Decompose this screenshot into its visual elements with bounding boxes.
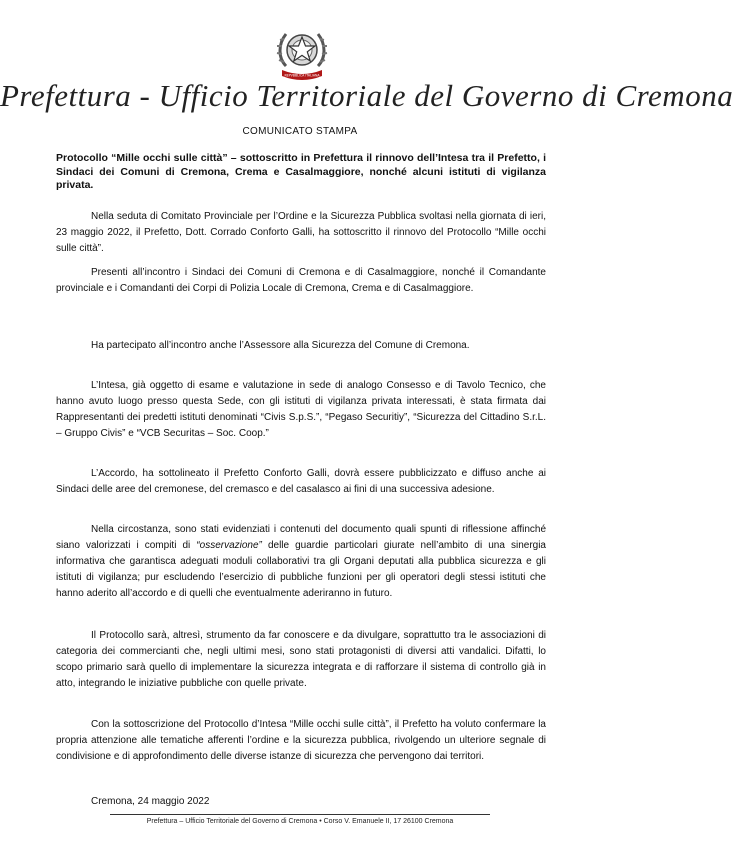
header-title: Prefettura - Ufficio Territoriale del Governo di Cremona bbox=[0, 78, 733, 113]
footer-divider bbox=[110, 814, 490, 815]
paragraph-1: Nella seduta di Comitato Provinciale per l’Ordine e la Sicurezza Pubblica svoltasi nella giornata di ieri, 23 maggio 2022, il Prefetto, Dott. Corrado Conforto Galli, ha sottoscritto il rinnovo del Protocollo “Mille occhi sulle città”. bbox=[56, 211, 546, 254]
paragraph-7: Il Protocollo sarà, altresì, strumento da far conoscere e da divulgare, soprattutto tra le associazioni di categoria dei commercianti che, negli ultimi mesi, sono stati protagonisti di diversi atti vandalici. Difatti, lo scopo primario sarà quello di implementare la sicurezza integrata e di rafforzare il sistema di controllo già in atto, integrando le iniziative pubbliche con quelle private. bbox=[56, 630, 546, 689]
document-date: Cremona, 24 maggio 2022 bbox=[91, 796, 210, 807]
paragraph-6-start: Nella circostanza, sono stati evidenziati i contenuti del documento quali spunti di riflessione affinché siano valorizzati i compiti di bbox=[56, 524, 546, 551]
footer-address: Prefettura – Ufficio Territoriale del Governo di Cremona • Corso V. Emanuele II, 17 26100 Cremona bbox=[146, 818, 454, 825]
paragraph-4: L’Intesa, già oggetto di esame e valutazione in sede di analogo Consesso e di Tavolo Tecnico, che hanno avuto luogo presso questa Sede, con gli istituti di vigilanza privata interessati, è stata firmata dai Rappresentanti dei predetti istituti denominati “Civis S.p.S.”, “Pegaso Securitiy”, “Sicurezza del Cittadino S.r.L. – Gruppo Civis” e “VCB Securitas – Soc. Coop.” bbox=[56, 380, 546, 439]
paragraph-3: Ha partecipato all’incontro anche l’Assessore alla Sicurezza del Comune di Cremona. bbox=[91, 340, 470, 351]
document-label: COMUNICATO STAMPA bbox=[242, 126, 358, 137]
paragraph-6 bbox=[56, 522, 546, 602]
document-subject: Protocollo “Mille occhi sulle città” – sottoscritto in Prefettura il rinnovo dell’Intesa tra il Prefetto, i Sindaci dei Comuni di Cremona, Crema e Casalmaggiore, nonché alcuni istituti di vigilanza privata. bbox=[56, 152, 546, 191]
paragraph-8: Con la sottoscrizione del Protocollo d’Intesa “Mille occhi sulle città”, il Prefetto ha voluto confermare la propria attenzione alle tematiche afferenti l’ordine e la sicurezza pubblica, rivolgendo un ulteriore segnale di condivisione e di approfondimento delle diverse istanze di sicurezza che pervengono dai territori. bbox=[56, 719, 546, 762]
paragraph-2: Presenti all’incontro i Sindaci dei Comuni di Cremona e di Casalmaggiore, nonché il Comandante provinciale e i Comandanti dei Corpi di Polizia Locale di Cremona, Crema e di Casalmaggiore. bbox=[56, 267, 546, 294]
paragraph-5: L’Accordo, ha sottolineato il Prefetto Conforto Galli, dovrà essere pubblicizzato e diffuso anche ai Sindaci delle aree del cremonese, del cremasco e del casalasco ai fini di una successiva adesione. bbox=[56, 468, 546, 495]
paragraph-6-end: delle guardie particolari giurate nell’ambito di una sinergia informativa che garantisca adeguati moduli collaborativi tra gli Organi deputati alla pubblica sicurezza e gli istituti di vigilanza; pur escludendo l’esercizio di pubbliche funzioni per gli operatori degli stessi istituti che hanno aderito all’accordo e di quelli che eventualmente aderiranno in futuro. bbox=[56, 540, 546, 599]
emblem-icon bbox=[272, 22, 332, 84]
svg-text:REPVBBLICA ITALIANA: REPVBBLICA ITALIANA bbox=[284, 73, 320, 78]
paragraph-6-emphasis: “osservazione” bbox=[196, 540, 262, 551]
